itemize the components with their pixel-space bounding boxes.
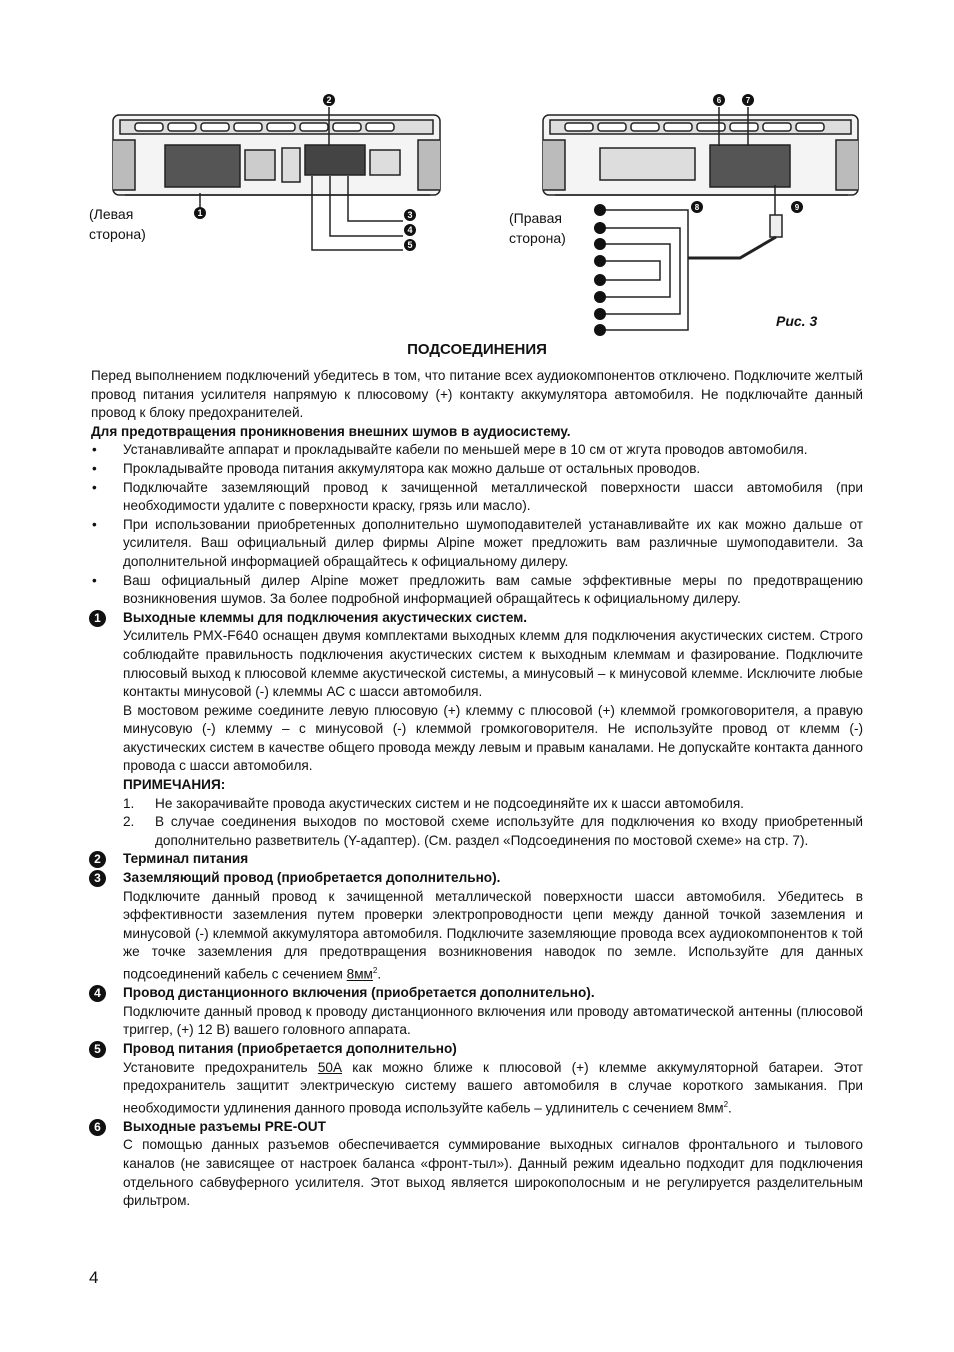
bullet-item: • При использовании приобретенных дополнительно шумоподавителей устанавливайте их как можно дальше от усилителя. Ваш официальный дилер фирмы Alpine может предложить вам различные шумоподавители. За дополнительной информацией обращайтесь к официальному дилеру. [91, 516, 863, 572]
item-title: Терминал питания [123, 851, 249, 867]
item-body: Установите предохранитель 50А как можно ближе к плюсовой (+) клемме аккумуляторной батареи. Этот предохранитель защитит электрическую систему вашего автомобиля в случае короткого замыкания. При необходимости удлинения данного провода используйте кабель – удлинитель с сечением $8мм^2$. [123, 1059, 863, 1116]
item-title: Выходные разъемы PRE-OUT [123, 1118, 326, 1134]
svg-text:4: 4 [407, 225, 413, 235]
item-speaker-outputs [91, 609, 863, 851]
svg-text:8: 8 [694, 203, 700, 212]
item-number-badge: 1 [89, 610, 106, 627]
bullet-item: • Ваш официальный дилер Alpine может предложить вам самые эффективные меры по предотвращению возникновения шумов. За более подробной информацией обращайтесь к официальному дилеру. [91, 572, 863, 609]
note-number: 1. [123, 795, 135, 811]
note-number: 2. [123, 814, 135, 830]
figure-caption: Рис. 3 [776, 313, 818, 329]
svg-text:1: 1 [197, 208, 203, 218]
svg-text:7: 7 [745, 96, 751, 105]
note-item [123, 795, 863, 814]
svg-text:3: 3 [407, 210, 413, 220]
item-number-badge: 3 [89, 870, 106, 887]
page-number: 4 [89, 1268, 99, 1287]
note-text: В случае соединения выходов по мостовой схеме используйте для подключения ко входу приобретенный дополнительно разветвитель (Y-адаптер). (См. раздел «Подсоединения по мостовой схеме» на стр. 7). [155, 814, 863, 848]
item-number-badge: 6 [89, 1119, 106, 1136]
intro-paragraph: Перед выполнением подключений убедитесь в том, что питание всех аудиокомпонентов отключено. Подключите желтый провод питания усилителя напрямую к плюсовому (+) контакту аккумулятора автомобиля. Не подключайте данный провод к блоку предохранителей. [91, 368, 863, 421]
item-number-badge: 4 [89, 985, 106, 1002]
item-preout-jacks [91, 1118, 863, 1211]
document-body [91, 367, 863, 1211]
item-remote-wire [91, 984, 863, 1040]
item-title: Провод дистанционного включения (приобретается дополнительно). [123, 985, 595, 1001]
item-body: В мостовом режиме соедините левую плюсовую (+) клемму с плюсовой (+) клеммой громкоговорителя, а правую минусовую (-) клемму – с минусовой (-) клеммой громкоговорителя. Не используйте провод от клемм (-) акустических систем в качестве общего провода между левым и правым каналами. Не допускайте контакта данного провода с шасси автомобиля. [123, 702, 863, 774]
item-body: Подключите данный провод к зачищенной металлической поверхности шасси автомобиля. Убедитесь в эффективности заземления путем проверки электропроводности цепи между данной точкой заземления и минусовой (-) клеммой аккумулятора автомобиля. Подключите заземляющие провода всех аудиокомпонентов к той же точке заземления для предотвращения возникновения наводок по земле. Используйте для данных подсоединений кабель с сечением $8мм^2$. [123, 888, 863, 982]
item-body: Усилитель PMX-F640 оснащен двумя комплектами выходных клемм для подключения акустических систем. Строго соблюдайте правильность подключения акустических систем к выходным клеммам и фазирование. Подключите плюсовый выход к плюсовой клемме акустической системы, а минусовый – к минусовой клемме. Исключите любые контакты минусовой (-) клеммы АС с шасси автомобиля. [123, 628, 863, 700]
note-item [123, 813, 863, 850]
item-title: Выходные клеммы для подключения акустических систем. [123, 609, 528, 625]
item-number-badge: 2 [89, 851, 106, 868]
right-side-label: (Правая сторона) [509, 210, 566, 246]
left-side-label: (Левая сторона) [89, 206, 146, 242]
item-title: Заземляющий провод (приобретается дополнительно). [123, 870, 501, 886]
bullet-item: • Подключайте заземляющий провод к зачищенной металлической поверхности шасси автомобиля (при необходимости удалите с поверхности краску, грязь или масло). [91, 479, 863, 516]
item-power-wire [91, 1040, 863, 1118]
bullet-item: • Прокладывайте провода питания аккумулятора как можно дальше от остальных проводов. [91, 460, 863, 479]
note-text: Не закорачивайте провода акустических систем и не подсоединяйте их к шасси автомобиля. [155, 795, 744, 811]
item-power-terminal [91, 850, 863, 869]
bullet-item: • Устанавливайте аппарат и прокладывайте кабели по меньшей мере в 10 см от жгута проводов автомобиля. [91, 441, 863, 460]
left-amplifier-drawing [113, 107, 440, 250]
svg-text:6: 6 [716, 96, 722, 105]
item-number-badge: 5 [89, 1041, 106, 1058]
notes-heading: ПРИМЕЧАНИЯ: [123, 777, 226, 793]
item-ground-wire [91, 869, 863, 984]
item-body: С помощью данных разъемов обеспечивается суммирование выходных сигналов фронтального и тылового каналов (не зависящее от настроек баланса «фронт-тыл»). Данный режим идеально подходит для подключения отдельного сабвуферного усилителя. Этот выход является широкополосным и не регулируется разделительным фильтром. [123, 1137, 863, 1209]
noise-heading: Для предотвращения проникновения внешних шумов в аудиосистему. [91, 423, 571, 439]
svg-text:2: 2 [326, 95, 332, 105]
right-amplifier-drawing [543, 107, 858, 330]
section-heading: ПОДСОЕДИНЕНИЯ [407, 341, 547, 358]
svg-text:9: 9 [794, 203, 800, 212]
item-body: Подключите данный провод к проводу дистанционного включения или проводу автоматической антенны (плюсовой триггер, (+) 12 В) вашего головного аппарата. [123, 1003, 863, 1038]
item-title: Провод питания (приобретается дополнительно) [123, 1040, 457, 1056]
svg-text:5: 5 [407, 240, 413, 250]
